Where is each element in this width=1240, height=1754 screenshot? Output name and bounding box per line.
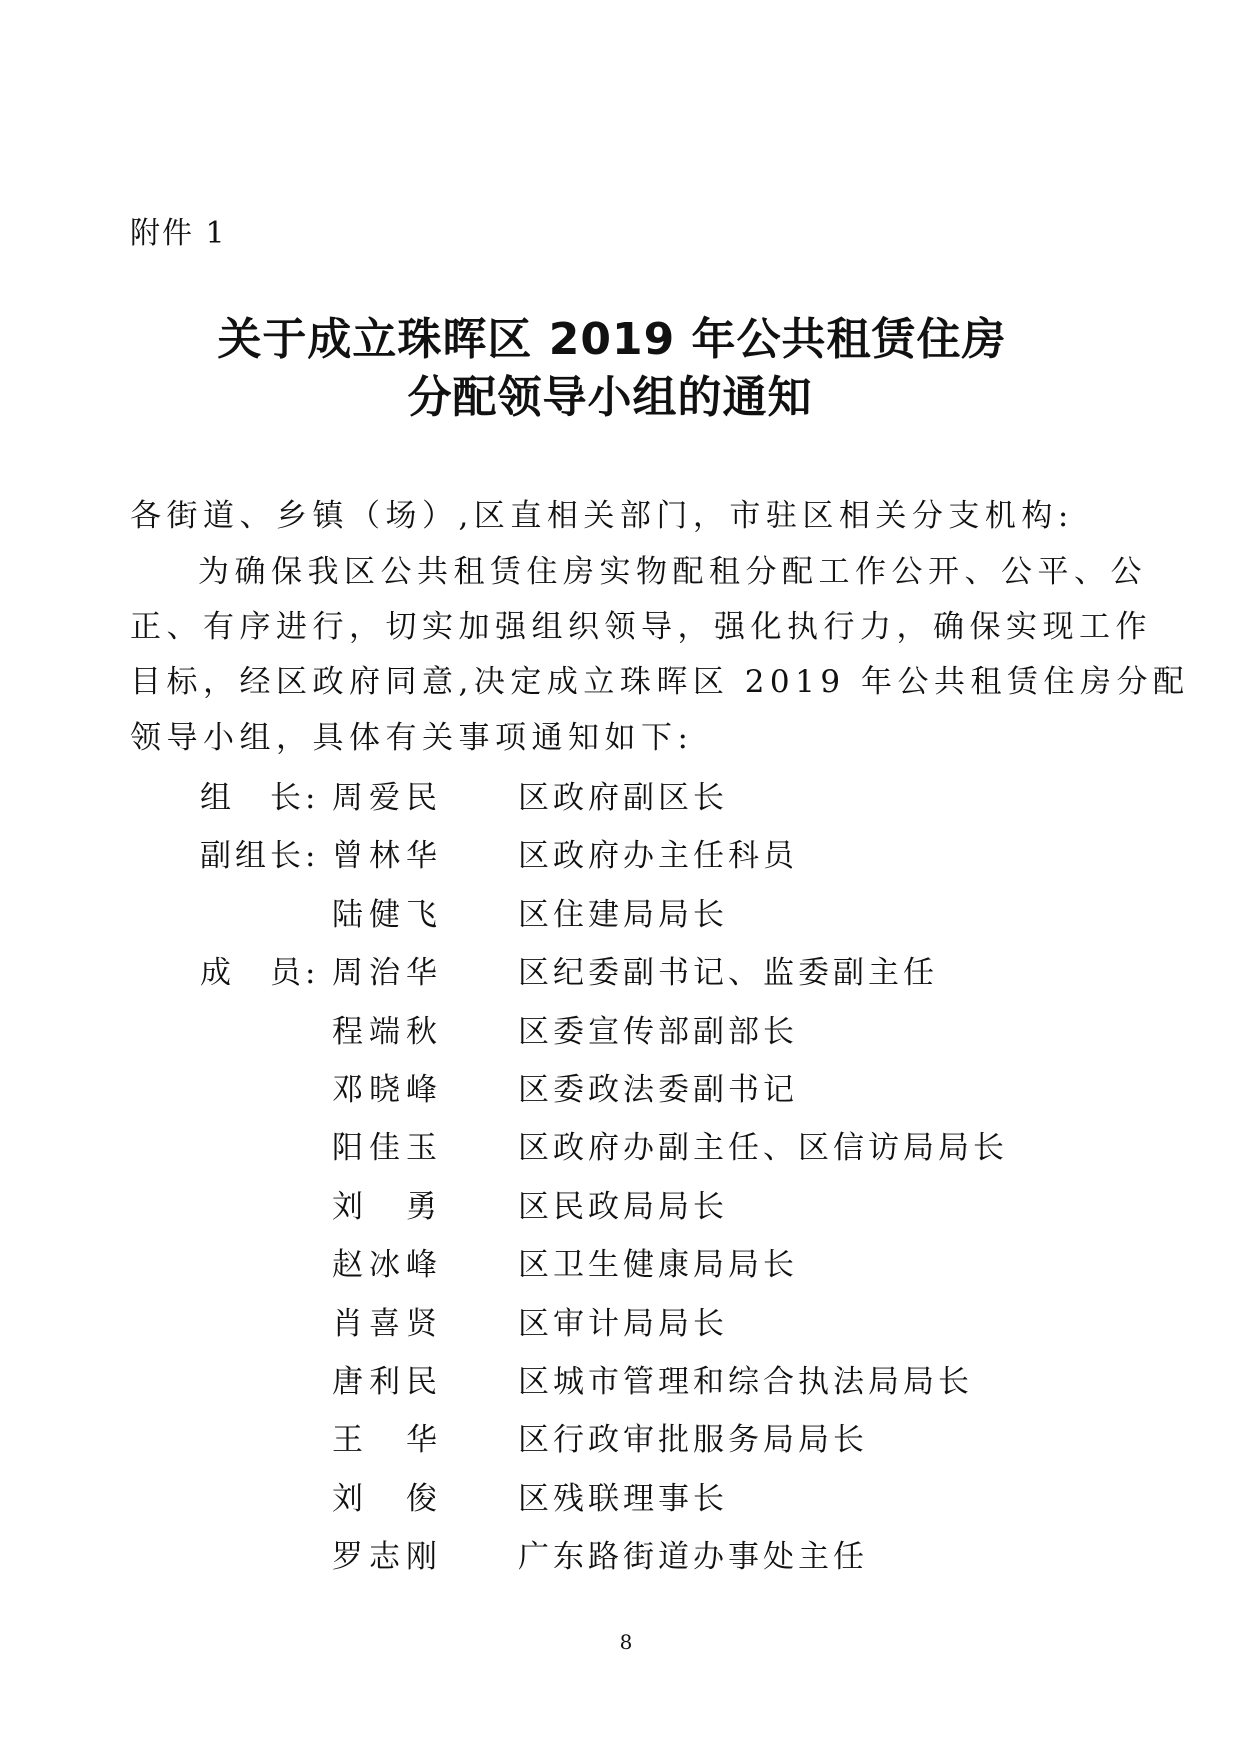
roster-name: 刘 俊 [332,1480,443,1517]
roster-role: 成 员: [200,955,320,992]
roster-position: 区政府办主任科员 [518,838,798,875]
attachment-label: 附件 1 [130,216,227,251]
roster-name: 刘 勇 [332,1188,443,1225]
roster-position: 区审计局局长 [518,1305,728,1342]
roster-position: 区纪委副书记、监委副主任 [518,955,938,992]
roster-name: 程端秋 [332,1013,443,1050]
roster-position: 区政府副区长 [518,780,728,816]
roster-row [200,1537,1100,1595]
roster-position: 区行政审批服务局局长 [518,1422,868,1459]
roster-row [200,895,1100,953]
roster-name: 阳佳玉 [332,1130,443,1167]
body-paragraph-line: 领导小组，具体有关事项通知如下: [130,720,694,756]
roster-name: 周爱民 [332,780,443,816]
body-paragraph-line: 为确保我区公共租赁住房实物配租分配工作公开、公平、公 [198,554,1147,590]
roster-name: 罗志刚 [332,1539,443,1576]
roster-name: 陆健飞 [332,896,443,933]
roster-position: 区残联理事长 [518,1480,728,1517]
roster-row [200,1245,1100,1303]
roster-position: 区政府办副主任、区信访局局长 [518,1130,1008,1167]
roster-row [200,836,1100,894]
roster-row [200,1012,1100,1070]
roster-position: 区卫生健康局局长 [518,1247,798,1284]
roster-position: 区委宣传部副部长 [518,1013,798,1050]
roster-row [200,1479,1100,1537]
roster-role: 副组长: [200,838,320,875]
roster-position: 区民政局局长 [518,1188,728,1225]
roster-row [200,1187,1100,1245]
roster-row [200,778,1100,836]
document-title-line-2: 分配领导小组的通知 [407,372,813,423]
roster-name: 邓晓峰 [332,1071,443,1108]
roster-name: 肖喜贤 [332,1305,443,1342]
roster-position: 区住建局局长 [518,896,728,933]
roster-position: 区委政法委副书记 [518,1071,798,1108]
body-paragraph-line: 正、有序进行，切实加强组织领导，强化执行力，确保实现工作 [130,609,1152,645]
addressee-line: 各街道、乡镇（场）,区直相关部门，市驻区相关分支机构: [130,498,1074,534]
page-number: 8 [619,1630,633,1654]
roster-name: 唐利民 [332,1363,443,1400]
roster-name: 赵冰峰 [332,1247,443,1284]
roster-row [200,1128,1100,1186]
roster-row [200,1362,1100,1420]
roster-role: 组 长: [200,780,320,816]
roster-row [200,953,1100,1011]
roster-row [200,1070,1100,1128]
roster-row [200,1420,1100,1478]
roster-name: 王 华 [332,1422,443,1459]
roster-name: 曾林华 [332,838,443,875]
roster-row [200,1304,1100,1362]
roster-name: 周治华 [332,955,443,992]
leadership-roster [200,778,1100,1595]
document-title-line-1: 关于成立珠晖区 2019 年公共租赁住房 [217,314,1007,365]
roster-position: 广东路街道办事处主任 [518,1539,868,1576]
roster-position: 区城市管理和综合执法局局长 [518,1363,973,1400]
body-paragraph-line: 目标，经区政府同意,决定成立珠晖区 2019 年公共租赁住房分配 [130,664,1190,700]
